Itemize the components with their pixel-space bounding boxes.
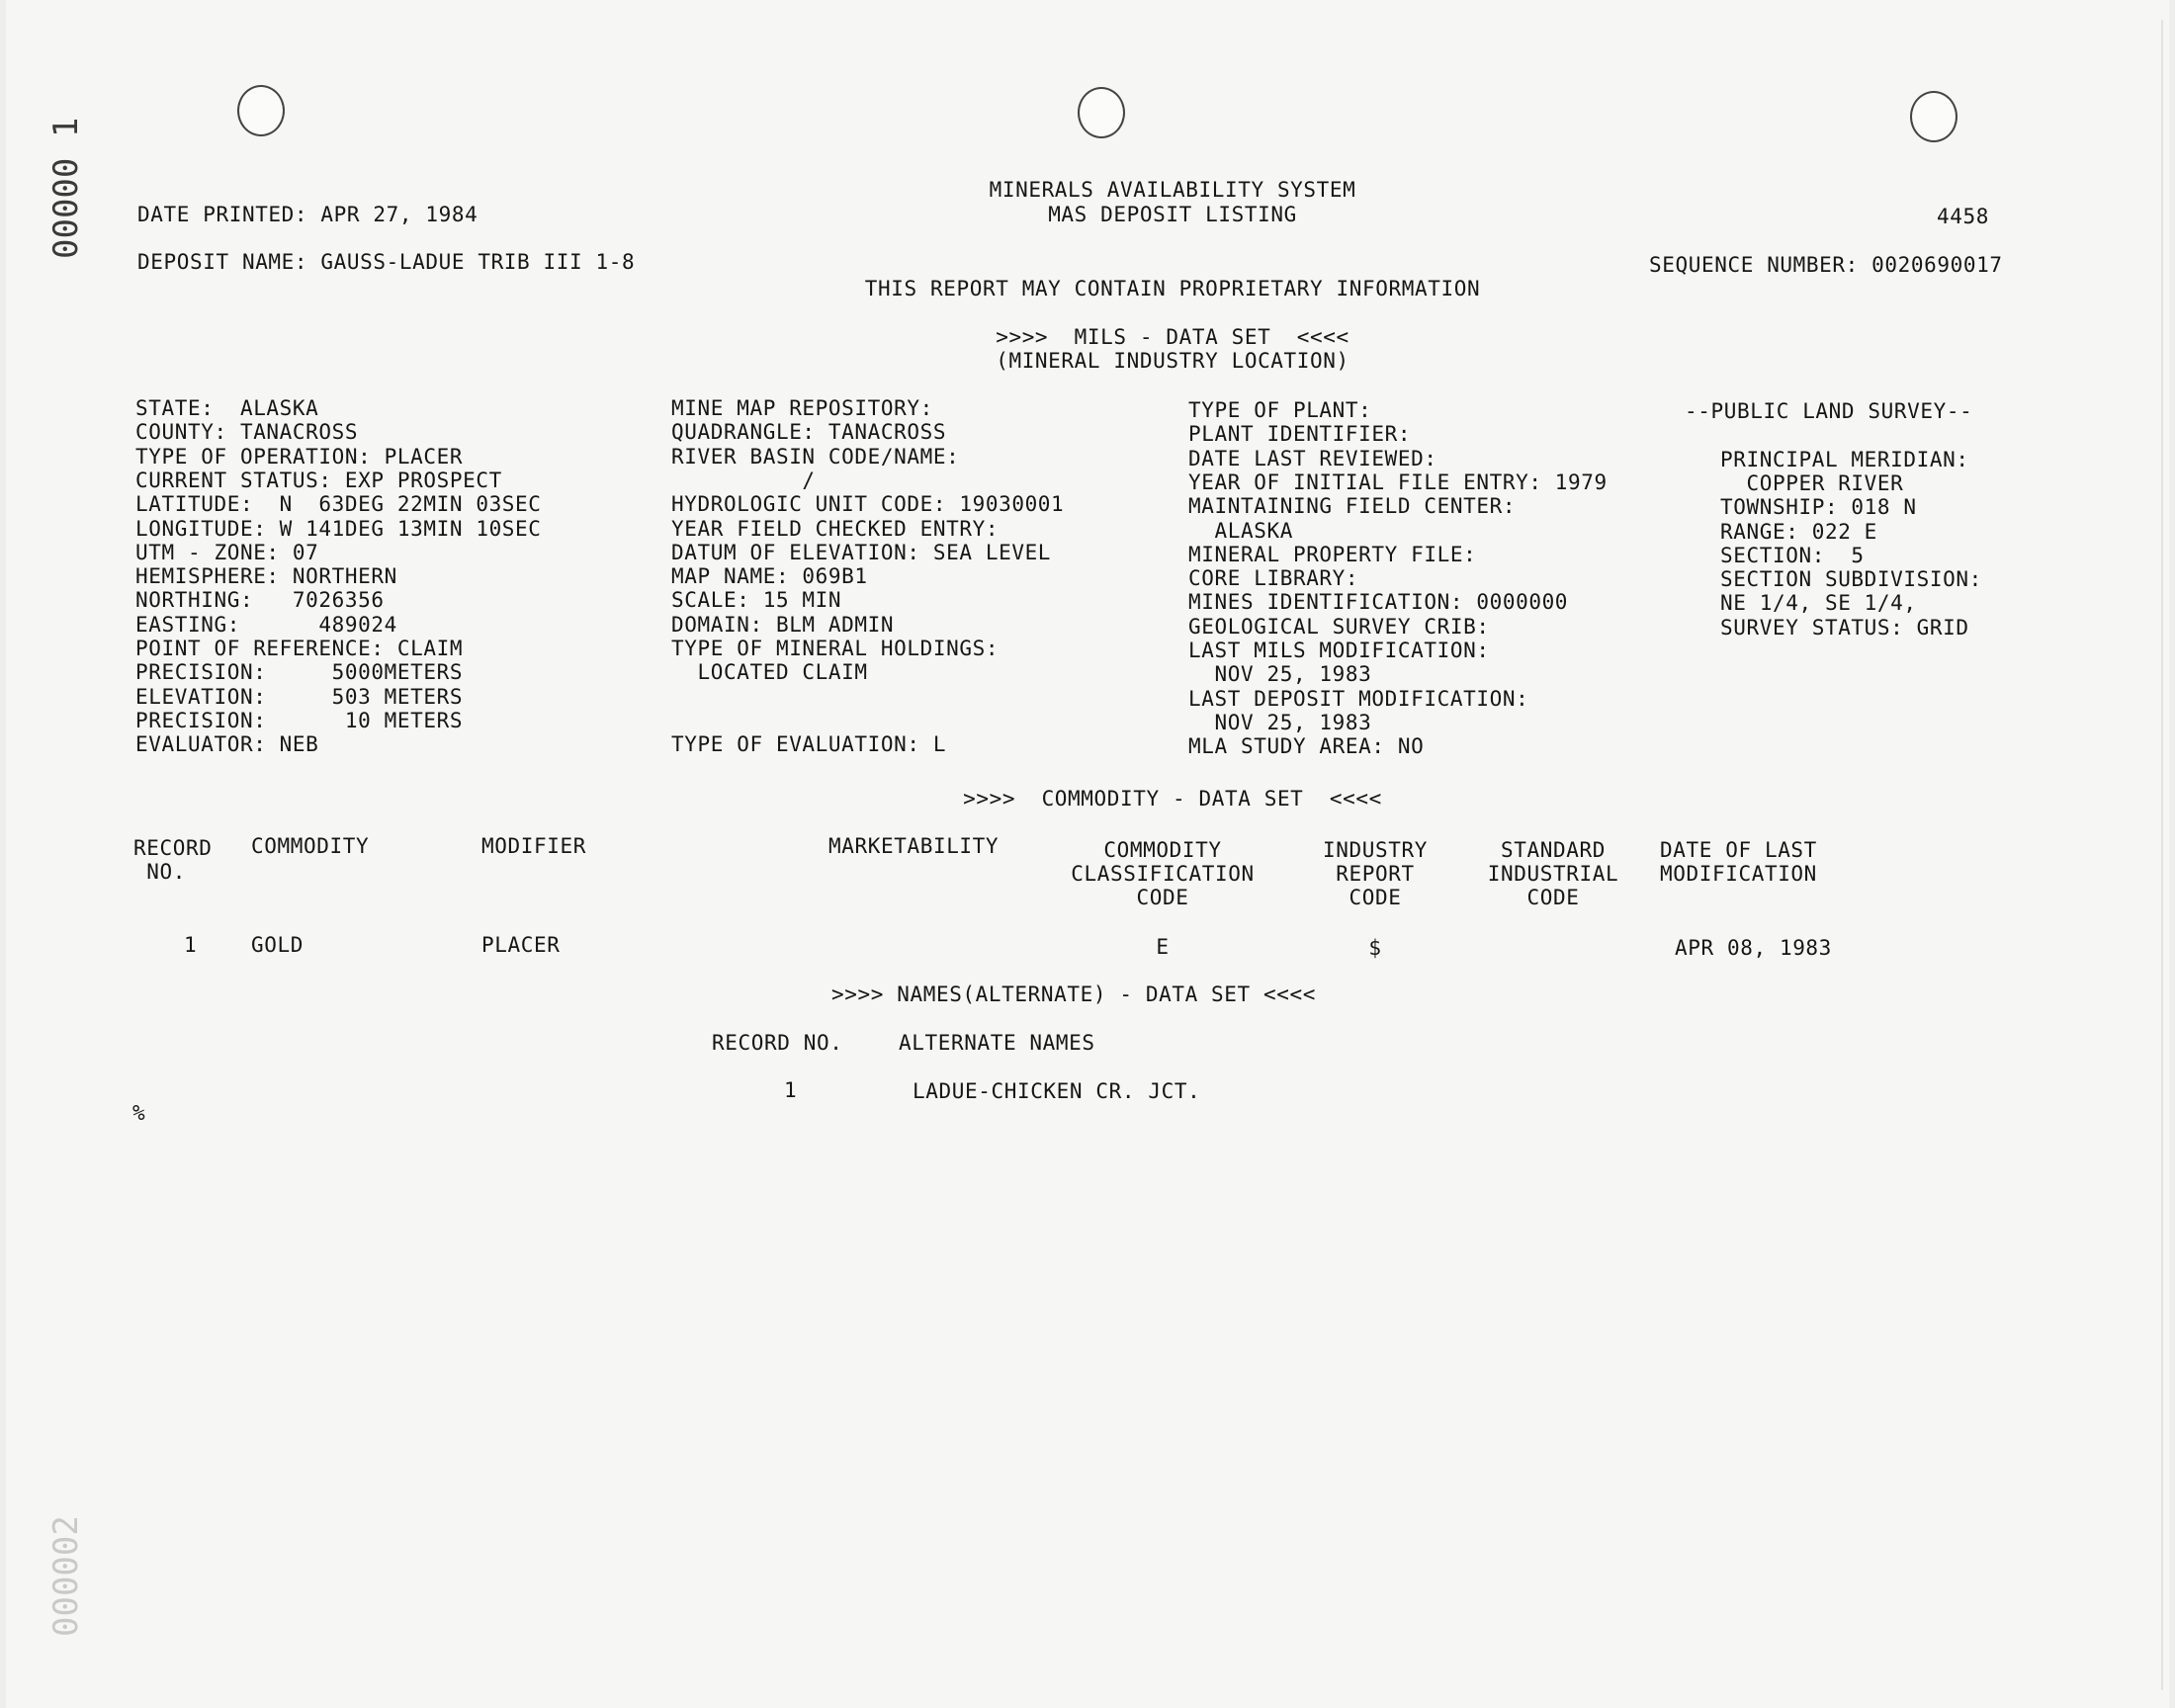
- listing-title: MAS DEPOSIT LISTING: [1048, 203, 1297, 226]
- column-header-sic: STANDARD INDUSTRIAL CODE: [1487, 838, 1619, 909]
- frame-number-top: 00000 1: [46, 117, 86, 259]
- mils-section-title: >>>> MILS - DATA SET <<<<: [996, 325, 1349, 349]
- survey-field: TOWNSHIP: 018 N: [1720, 495, 1917, 520]
- mils-field: UTM - ZONE: 07: [135, 540, 319, 564]
- punch-hole-center: [1078, 87, 1125, 138]
- mils-field: COUNTY: TANACROSS: [135, 420, 359, 445]
- mils-field: NOV 25, 1983: [1188, 710, 1372, 734]
- mils-field: TYPE OF MINERAL HOLDINGS:: [671, 637, 1000, 660]
- punch-hole-left: [237, 85, 285, 136]
- mils-field: MINERAL PROPERTY FILE:: [1188, 542, 1477, 566]
- column-header-modifier: MODIFIER: [481, 834, 586, 858]
- mils-field: DATE LAST REVIEWED:: [1188, 446, 1437, 470]
- mils-field: DATUM OF ELEVATION: SEA LEVEL: [671, 540, 1052, 564]
- mils-field: RIVER BASIN CODE/NAME:: [671, 444, 960, 469]
- cell-industry-report: $: [1368, 936, 1382, 960]
- mils-field: HYDROLOGIC UNIT CODE: 19030001: [671, 492, 1065, 517]
- public-land-survey-title: --PUBLIC LAND SURVEY--: [1685, 399, 1973, 423]
- column-header-marketability: MARKETABILITY: [828, 834, 1000, 858]
- column-header-alternate-names: ALTERNATE NAMES: [899, 1031, 1095, 1055]
- mils-field: CURRENT STATUS: EXP PROSPECT: [135, 468, 502, 492]
- mils-field: SCALE: 15 MIN: [671, 588, 842, 613]
- mils-field: MLA STUDY AREA: NO: [1188, 734, 1425, 759]
- mils-field: YEAR OF INITIAL FILE ENTRY: 1979: [1188, 470, 1608, 494]
- date-printed: DATE PRINTED: APR 27, 1984: [137, 203, 478, 226]
- survey-field: RANGE: 022 E: [1720, 519, 1877, 544]
- mils-field: PRECISION: 5000METERS: [135, 660, 464, 685]
- mils-field: EVALUATOR: NEB: [135, 732, 319, 757]
- end-of-listing-mark: %: [132, 1101, 146, 1125]
- mils-field: YEAR FIELD CHECKED ENTRY:: [671, 516, 1000, 541]
- mils-field: /: [671, 468, 816, 492]
- mils-field: MINES IDENTIFICATION: 0000000: [1188, 590, 1569, 615]
- column-header-record-no: RECORD NO.: [712, 1031, 843, 1055]
- mils-field: QUADRANGLE: TANACROSS: [671, 420, 947, 445]
- column-header-classification: COMMODITY CLASSIFICATION CODE: [1071, 838, 1255, 909]
- survey-field: PRINCIPAL MERIDIAN:: [1720, 447, 1969, 471]
- mils-field: HEMISPHERE: NORTHERN: [135, 564, 397, 589]
- deposit-name: DEPOSIT NAME: GAUSS-LADUE TRIB III 1-8: [137, 250, 636, 274]
- mils-field: TYPE OF PLANT:: [1188, 398, 1372, 422]
- mils-field: GEOLOGICAL SURVEY CRIB:: [1188, 614, 1490, 639]
- page-number: 4458: [1937, 205, 1989, 228]
- column-header-industry-report: INDUSTRY REPORT CODE: [1323, 838, 1428, 909]
- mils-field: MAINTAINING FIELD CENTER:: [1188, 494, 1517, 519]
- survey-field: NE 1/4, SE 1/4,: [1720, 591, 1917, 616]
- punch-hole-right: [1910, 91, 1958, 142]
- cell-commodity: GOLD: [251, 933, 304, 957]
- proprietary-notice: THIS REPORT MAY CONTAIN PROPRIETARY INFORMATION: [864, 277, 1481, 300]
- sequence-number: SEQUENCE NUMBER: 0020690017: [1649, 253, 2003, 277]
- column-header-record-no: RECORD NO.: [133, 836, 213, 884]
- frame-number-bottom: 000002: [46, 1515, 86, 1637]
- mils-field: ALASKA: [1188, 518, 1293, 543]
- mils-field: EASTING: 489024: [135, 612, 397, 637]
- column-header-commodity: COMMODITY: [251, 834, 370, 858]
- mils-field: NOV 25, 1983: [1188, 662, 1372, 687]
- mils-field: POINT OF REFERENCE: CLAIM: [135, 637, 464, 660]
- mils-field: LAST DEPOSIT MODIFICATION:: [1188, 686, 1529, 711]
- mils-field: MAP NAME: 069B1: [671, 564, 868, 589]
- mils-field: LAST MILS MODIFICATION:: [1188, 639, 1490, 662]
- report-sheet: [6, 0, 2169, 1708]
- commodity-section-title: >>>> COMMODITY - DATA SET <<<<: [963, 787, 1382, 811]
- cell-alternate-name: LADUE-CHICKEN CR. JCT.: [913, 1079, 1201, 1103]
- cell-record-no: 1: [784, 1078, 798, 1102]
- page-edge-mark: [2161, 20, 2163, 1690]
- mils-field: PRECISION: 10 METERS: [135, 708, 464, 732]
- survey-field: SURVEY STATUS: GRID: [1720, 615, 1969, 640]
- cell-record-no: 1: [184, 933, 198, 957]
- cell-classification: E: [1156, 935, 1170, 959]
- cell-modifier: PLACER: [481, 933, 561, 957]
- mils-field: PLANT IDENTIFIER:: [1188, 422, 1412, 447]
- mils-field: CORE LIBRARY:: [1188, 566, 1359, 591]
- mils-field: STATE: ALASKA: [135, 396, 319, 420]
- mils-field: NORTHING: 7026356: [135, 588, 385, 613]
- column-header-last-modification: DATE OF LAST MODIFICATION: [1660, 838, 1817, 886]
- survey-field: SECTION: 5: [1720, 543, 1865, 567]
- names-section-title: >>>> NAMES(ALTERNATE) - DATA SET <<<<: [831, 982, 1316, 1006]
- mils-section-subtitle: (MINERAL INDUSTRY LOCATION): [996, 349, 1349, 373]
- cell-last-modification: APR 08, 1983: [1675, 936, 1832, 960]
- survey-field: COPPER RIVER: [1720, 470, 1904, 495]
- mils-field: LATITUDE: N 63DEG 22MIN 03SEC: [135, 492, 542, 517]
- mils-field: MINE MAP REPOSITORY:: [671, 396, 933, 420]
- mils-field: DOMAIN: BLM ADMIN: [671, 612, 895, 637]
- mils-field: TYPE OF OPERATION: PLACER: [135, 444, 464, 469]
- mils-field: TYPE OF EVALUATION: L: [671, 732, 947, 757]
- system-title: MINERALS AVAILABILITY SYSTEM: [989, 178, 1356, 202]
- mils-field: LONGITUDE: W 141DEG 13MIN 10SEC: [135, 516, 542, 541]
- mils-field: LOCATED CLAIM: [671, 660, 868, 685]
- mils-field: ELEVATION: 503 METERS: [135, 684, 464, 709]
- survey-field: SECTION SUBDIVISION:: [1720, 567, 1982, 592]
